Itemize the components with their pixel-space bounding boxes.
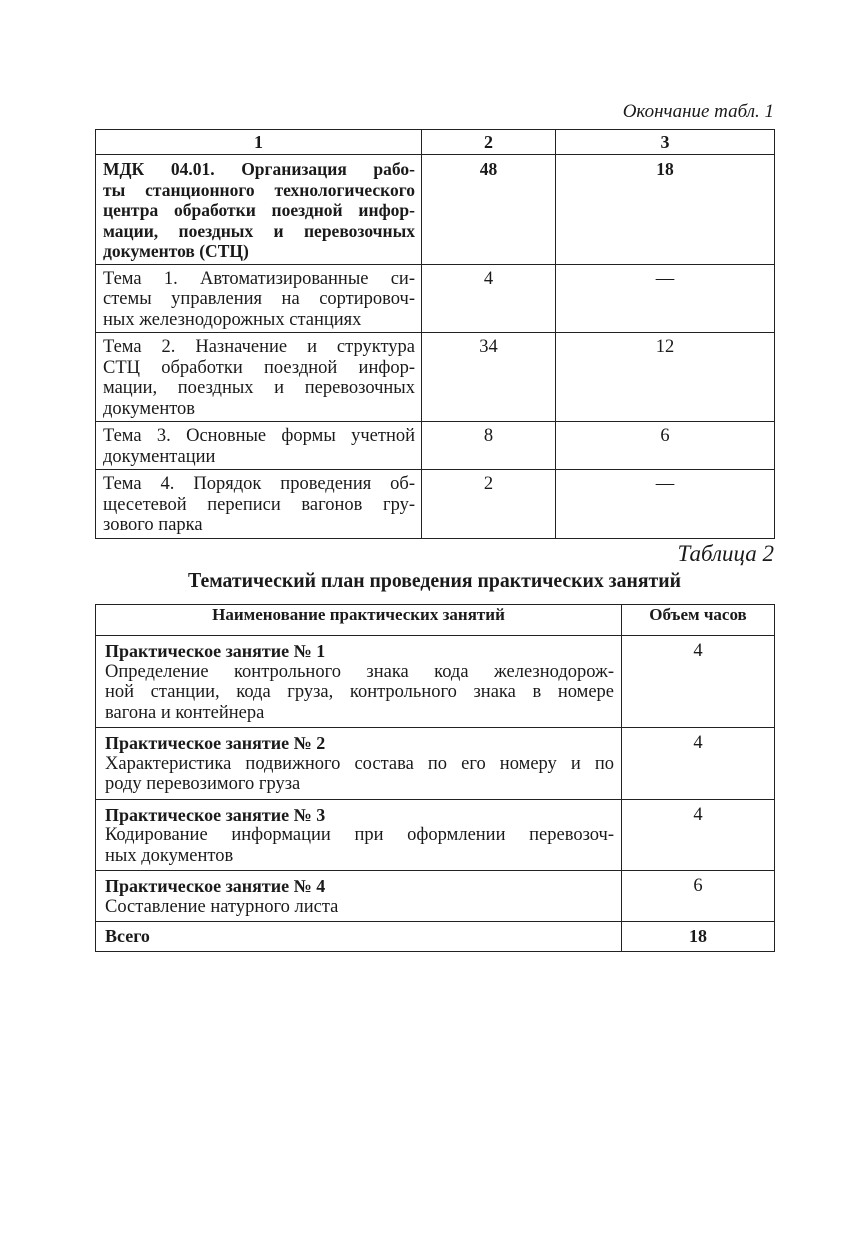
table2-lesson-description-line: Определение контрольного знака кода железнодорож- (105, 661, 614, 682)
table2-lesson-description-line: ных документов (105, 845, 234, 866)
table2-row-name (96, 799, 622, 871)
table2-row-name (96, 728, 622, 800)
table2-practical-plan (95, 604, 775, 952)
table1-row-name-line: ных железнодорожных станциях (103, 309, 362, 330)
table1-row-col2: 48 (422, 155, 556, 265)
table1-row-name (96, 155, 422, 265)
table2-header-name: Наименование практических занятий (96, 605, 622, 636)
table1-row-col2: 2 (422, 470, 556, 539)
table1-row-col2: 8 (422, 422, 556, 470)
table1-row-name (96, 470, 422, 539)
table1-row-name-line: документации (103, 446, 216, 467)
table2-total-row (96, 922, 775, 952)
table2-title: Тематический план проведения практических занятий (188, 568, 681, 592)
table1-row-name-line: документов (103, 398, 196, 419)
table1-row-col3: 18 (556, 155, 775, 265)
table1-header-col1: 1 (96, 130, 422, 155)
table1-header-row (96, 130, 775, 155)
table1-row-name-line: документов (СТЦ) (103, 241, 249, 261)
table1-continuation-caption: Окончание табл. 1 (622, 101, 774, 122)
table1-row-col3: — (556, 264, 775, 333)
table1-row (96, 333, 775, 422)
table1-row (96, 264, 775, 333)
table1-row (96, 470, 775, 539)
table1-row-name-line: зового парка (103, 515, 203, 535)
table1-row-col3: — (556, 470, 775, 539)
table1-row-name-line: Тема 4. Порядок проведения об- (103, 474, 415, 494)
table2-lesson-title: Практическое занятие № 3 (105, 804, 326, 825)
table1-row-col3: 12 (556, 333, 775, 422)
table1-row-name-line: ты станционного технологического (103, 179, 415, 200)
table2-header-hours: Объем часов (622, 605, 775, 636)
table2-lesson-description-line: вагона и контейнера (105, 702, 265, 723)
table2-total-hours: 18 (622, 922, 775, 952)
table2-row-hours: 4 (622, 728, 775, 800)
table1-row-name-line: Тема 3. Основные формы учетной (103, 426, 415, 446)
table2-total-label: Всего (96, 922, 622, 952)
table2-row-hours: 4 (622, 636, 775, 728)
table2-lesson-description-line: Характеристика подвижного состава по его номеру и по (105, 753, 614, 774)
table1-row-name-line: центра обработки поездной инфор- (103, 200, 415, 220)
table2-lesson-description-line: роду перевозимого груза (105, 774, 301, 794)
table2-lesson-description-line: Кодирование информации при оформлении перевозоч- (105, 825, 614, 845)
table1-row-name-line: мации, поездных и перевозочных (103, 220, 415, 241)
table2-row-hours: 6 (622, 871, 775, 922)
table1-row-col2: 4 (422, 264, 556, 333)
table1-row (96, 155, 775, 265)
table2-lesson-description-line: Составление натурного листа (105, 896, 339, 917)
table2-row (96, 799, 775, 871)
table2-caption: Таблица 2 (677, 541, 774, 566)
table1-row-name-line: Тема 2. Назначение и структура (103, 337, 415, 357)
table2-row-hours: 4 (622, 799, 775, 871)
table2-lesson-title: Практическое занятие № 1 (105, 641, 326, 661)
table1-row-name-line: МДК 04.01. Организация рабо- (103, 159, 415, 179)
table1-row-name-line: СТЦ обработки поездной инфор- (103, 357, 415, 378)
table1-row-name (96, 333, 422, 422)
table2-row (96, 636, 775, 728)
table1-row-name-line: щесетевой переписи вагонов гру- (103, 494, 415, 515)
table2-row-name (96, 871, 622, 922)
table2-row (96, 728, 775, 800)
table1-row-col3: 6 (556, 422, 775, 470)
table2-header-row (96, 605, 775, 636)
table1-row-name (96, 264, 422, 333)
table1-row-name-line: стемы управления на сортировоч- (103, 289, 415, 309)
table1-header-col3: 3 (556, 130, 775, 155)
table2-lesson-description-line: ной станции, кода груза, контрольного знака в номере (105, 682, 614, 702)
table1-row-name-line: Тема 1. Автоматизированные си- (103, 268, 415, 289)
table1-row-name (96, 422, 422, 470)
table2-row-name (96, 636, 622, 728)
table1-curriculum (95, 129, 775, 539)
table1-row-name-line: мации, поездных и перевозочных (103, 378, 415, 398)
table2-lesson-title: Практическое занятие № 4 (105, 876, 326, 896)
table1-header-col2: 2 (422, 130, 556, 155)
table1-row (96, 422, 775, 470)
table2-lesson-title: Практическое занятие № 2 (105, 733, 326, 753)
table1-row-col2: 34 (422, 333, 556, 422)
table2-row (96, 871, 775, 922)
